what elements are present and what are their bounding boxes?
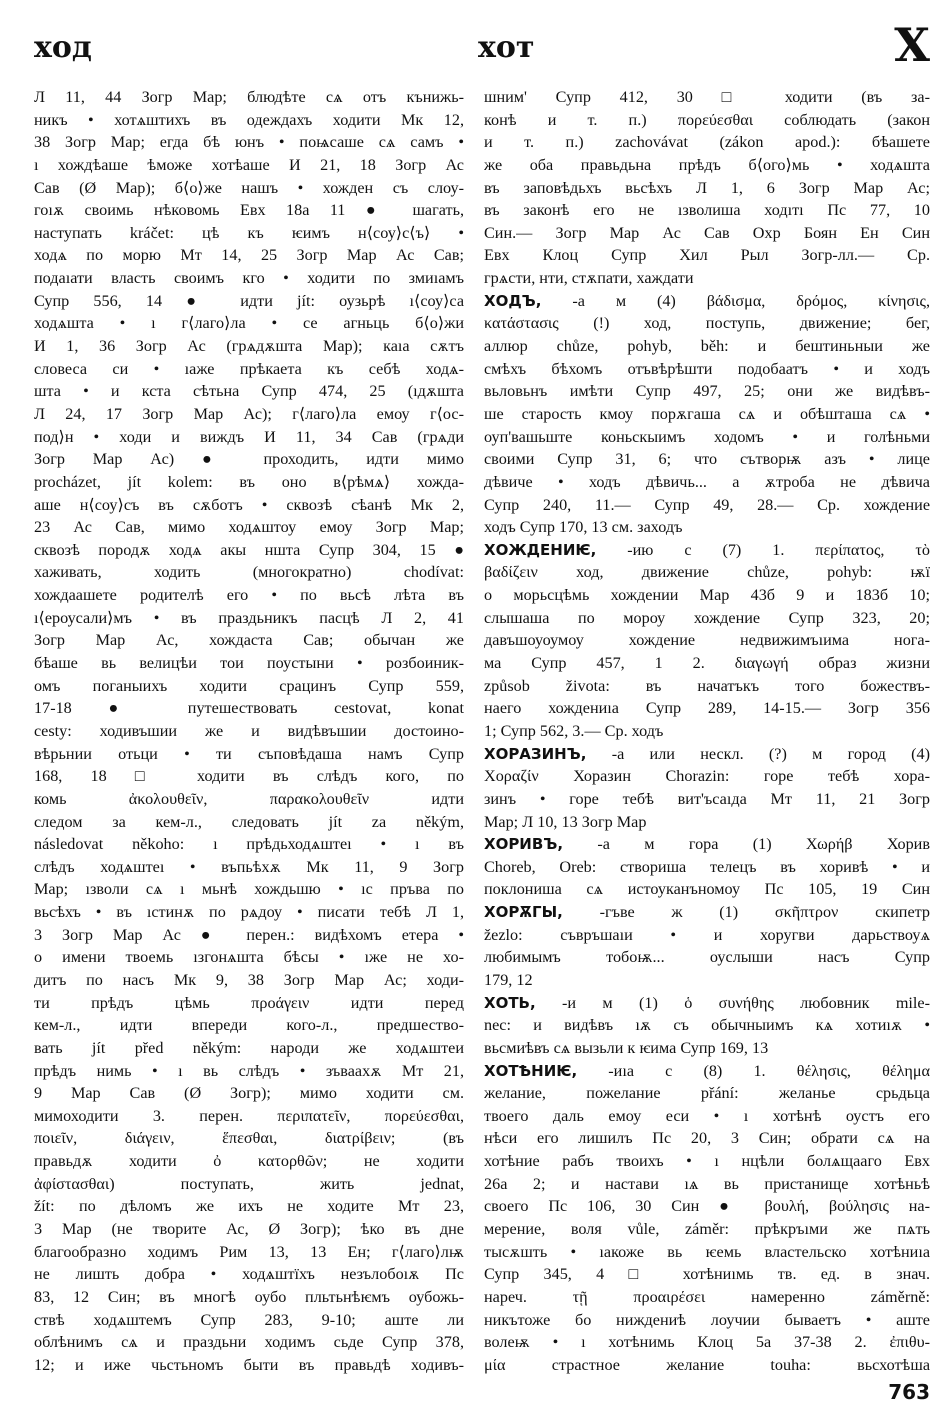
- line-text: ма Супр 457, 1 2. διαγωγή образ жизни: [484, 654, 930, 673]
- line-text: ходъ Супр 170, 13 см. заходъ: [484, 518, 683, 537]
- line-text: 12; и иже чьстьномъ быти въ правьдѣ ходивъ-: [34, 1355, 464, 1374]
- text-line: [34, 1354, 464, 1377]
- line-text: подаıати власть своимъ кго • ходити по змиıамъ: [34, 269, 464, 288]
- text-line: [484, 380, 930, 403]
- line-text: Супр 240, 11.— Супр 49, 28.— Ср. хождение: [484, 495, 930, 514]
- text-line: [34, 743, 464, 766]
- text-line: [484, 1173, 930, 1196]
- line-text: волеѭ • ı хотѣнимь Клоц 5а 37-38 2. ἐπιθυ-: [484, 1333, 930, 1352]
- headword: ХОРИВЪ,: [484, 835, 564, 854]
- text-line: [484, 131, 930, 154]
- line-text: ти прѣдъ цѣмь προάγειν идти перед: [34, 993, 464, 1012]
- line-text: о морьсцѣмь хождении Мар 43б 9 и 183б 10;: [484, 586, 930, 605]
- text-line: [484, 312, 930, 335]
- text-line: [484, 1286, 930, 1309]
- line-text: -а м (4) βάδισμα, δρόμος, κίνησις,: [541, 291, 930, 310]
- line-text: под⟩н • ходи и виждъ И 11, 34 Сав (грѧди: [34, 427, 464, 446]
- text-line: [34, 1105, 464, 1128]
- line-text: вьловьнъ имѣти Супр 497, 25; они же видѣвъ-: [484, 382, 930, 401]
- text-line: [34, 607, 464, 630]
- line-text: наего хождениıа Супр 289, 14-15.— Зогр 356: [484, 699, 930, 718]
- text-line: [34, 244, 464, 267]
- line-text: конѣ и т. п.) πορεύεσθαι соблюдать (закон: [484, 110, 930, 129]
- line-text: 3 Мар (не творите Ас, Ø Зогр); ѣко въ дне: [34, 1220, 464, 1239]
- text-line: [34, 811, 464, 834]
- line-text: 23 Ас Сав, мимо ходѧштоу емоу Зогр Мар;: [34, 518, 464, 537]
- text-line: [484, 629, 930, 652]
- line-text: 83, 12 Син; въ многѣ оубо пльтьнѣѥмъ оубожь-: [34, 1287, 464, 1306]
- line-text: cesty: ходивъшии же и видѣвъшии достоино-: [34, 721, 464, 740]
- headword: ХОЖДЕНИѤ,: [484, 540, 597, 559]
- left-column: [34, 86, 464, 1377]
- line-text: -иıа с (8) 1. θέλησις, θέλημα: [577, 1061, 930, 1080]
- entry-headword-line: [484, 901, 930, 924]
- text-line: [484, 109, 930, 132]
- line-text: Л 24, 17 Зогр Мар Ас); г⟨лаго⟩ла емоу г⟨ос-: [34, 404, 464, 423]
- line-text: желание, пожелание přání: желанье срьдьца: [484, 1084, 930, 1103]
- text-line: [484, 403, 930, 426]
- line-text: сквозѣ породѫ ходѧ акы ншта Супр 304, 15 ●: [34, 540, 464, 559]
- line-text: зинъ • горе тебѣ вит'ъсаıда Мт 11, 21 Зогр: [484, 789, 930, 808]
- line-text: 38 Зогр Мар; егда бѣ юнъ • поѩсаше сѧ самъ •: [34, 133, 464, 152]
- line-text: дитъ по насъ Мк 9, 38 Зогр Мар Ас; ходи-: [34, 970, 464, 989]
- text-line: [484, 516, 930, 539]
- text-line: [34, 222, 464, 245]
- text-line: [484, 358, 930, 381]
- line-text: омъ поганыихъ ходити срацинъ Супр 559,: [34, 676, 464, 695]
- line-text: 9 Мар Сав (Ø Зогр); мимо ходити см.: [34, 1084, 464, 1103]
- line-text: 17-18 ● путешествовать cestovat, konat: [34, 699, 464, 718]
- line-text: давъшоуоумоу хождение недвижимъıима нога-: [484, 631, 930, 650]
- line-text: Супр 345, 4 □ хотѣниıмь тв. ед. в знач.: [484, 1265, 930, 1284]
- text-line: [484, 878, 930, 901]
- text-line: [484, 86, 930, 109]
- text-line: [34, 86, 464, 109]
- text-line: [34, 177, 464, 200]
- line-text: 179, 12: [484, 970, 533, 989]
- line-text: никътоже бо ниждениѣ лоучии бываетъ • аште: [484, 1310, 930, 1329]
- line-text: слѣдъ ходѧштеı • въпьѣхѫ Мк 11, 9 Зогр: [34, 857, 464, 876]
- line-text: Л 11, 44 Зогр Мар; блюдѣте сѧ отъ кънижь-: [34, 88, 464, 106]
- text-line: [34, 131, 464, 154]
- text-line: [34, 584, 464, 607]
- text-line: [34, 788, 464, 811]
- line-text: шта • и кста сѣтьна Супр 474, 25 (ıдѫшта: [34, 382, 464, 401]
- line-text: гоıѫ своимь нѣковомь Евх 18а 11 ● шагать,: [34, 201, 464, 220]
- text-line: [34, 720, 464, 743]
- headword: ХОДЪ,: [484, 291, 542, 310]
- line-text: слышаша по мороу хождение Супр 323, 20;: [484, 608, 930, 627]
- line-text: ходѧ по морю Мт 14, 25 Зогр Мар Ас Сав;: [34, 246, 464, 265]
- right-column: [484, 86, 930, 1377]
- text-line: [34, 1014, 464, 1037]
- line-text: вьсмиѣвъ сѧ вызьли к ѥима Супр 169, 13: [484, 1038, 769, 1057]
- text-line: [484, 675, 930, 698]
- line-text: своего Пс 106, 30 Син ● βουλή, βούλησις на-: [484, 1197, 930, 1216]
- line-text: нѣси его лишилъ Пс 20, 3 Син; обрати сѧ на: [484, 1129, 930, 1148]
- right-guide-word: хот: [478, 30, 535, 65]
- line-text: шним' Супр 412, 30 □ ходити (въ за-: [484, 88, 930, 106]
- text-line: [484, 607, 930, 630]
- line-text: Choreb, Oreb: створиша телецъ въ хоривѣ • и: [484, 857, 930, 876]
- text-line: [34, 380, 464, 403]
- line-text: тысѫшть • ıакоже вь ѥемь властельско хотѣниıа: [484, 1242, 930, 1261]
- line-text: ше старость кмоу порѫгаша сѧ и обѣшташа сѧ •: [484, 404, 930, 423]
- text-line: [34, 1037, 464, 1060]
- line-text: Зогр Мар Ас, хождаста Сав; обычан же: [34, 631, 464, 650]
- line-text: Син.— Зогр Мар Ас Сав Охр Боян Ен Син: [484, 223, 930, 242]
- text-line: [34, 1263, 464, 1286]
- line-text: Супр 556, 14 ● идти jít: оузьрѣ ı⟨соу⟩са: [34, 291, 464, 310]
- line-text: въ заповѣдьхъ вьсѣхъ Л 1, 6 Зогр Мар Ас;: [484, 178, 930, 197]
- line-text: -а или нескл. (?) м город (4): [586, 744, 930, 763]
- line-text: 26а 2; и настави ıѧ вь пристанище хотѣньѣ: [484, 1174, 930, 1193]
- line-text: Сав (Ø Мар); б⟨о⟩же нашъ • хожден съ слоу-: [34, 178, 464, 197]
- entry-headword-line: [484, 833, 930, 856]
- text-line: [484, 1331, 930, 1354]
- text-line: [34, 946, 464, 969]
- text-line: [484, 1218, 930, 1241]
- line-text: въ законѣ его не ıзволиша ходıтı Пс 77, 10: [484, 201, 930, 220]
- line-text: нареч. τῇ προαιρέσει намеренно záměrně:: [484, 1287, 930, 1306]
- headword: ХОТЬ,: [484, 993, 536, 1012]
- text-line: [34, 697, 464, 720]
- text-line: [34, 992, 464, 1015]
- text-line: [484, 1241, 930, 1264]
- line-text: аше н⟨соу⟩съ въ сѫботъ • сквозѣ сѣанѣ Мк 2,: [34, 495, 464, 514]
- text-line: [484, 584, 930, 607]
- line-text: благообразно ходимъ Рим 13, 13 Ен; г⟨лаго⟩лѭ: [34, 1242, 464, 1261]
- line-text: смѣхъ бѣхомъ отъвѣрѣшти подобаатъ • и ходъ: [484, 359, 930, 378]
- text-line: [34, 1060, 464, 1083]
- text-line: [34, 1331, 464, 1354]
- text-line: [484, 426, 930, 449]
- text-line: [34, 1218, 464, 1241]
- text-line: [484, 1105, 930, 1128]
- text-line: [484, 652, 930, 675]
- text-line: [484, 561, 930, 584]
- text-line: [34, 652, 464, 675]
- line-text: наступать kráčet: цѣ къ ѥимъ н⟨соу⟩с⟨ъ⟩ •: [34, 223, 464, 242]
- line-text: поклониша сѧ истоуканъномоу Пс 105, 19 Син: [484, 880, 930, 899]
- line-text: 1; Супр 562, 3.— Ср. ходъ: [484, 721, 664, 740]
- text-line: [34, 426, 464, 449]
- text-line: [484, 720, 930, 743]
- line-text: правьдѫ ходити ὀ κατορθῶν; не ходити: [34, 1152, 464, 1171]
- text-line: [484, 856, 930, 879]
- text-line: [34, 335, 464, 358]
- text-line: [484, 244, 930, 267]
- text-line: [34, 403, 464, 426]
- text-line: [34, 629, 464, 652]
- entry-headword-line: [484, 743, 930, 766]
- text-line: [34, 833, 464, 856]
- text-line: [484, 1082, 930, 1105]
- text-line: [34, 267, 464, 290]
- text-line: [34, 856, 464, 879]
- text-line: [484, 811, 930, 834]
- text-line: [484, 1127, 930, 1150]
- line-text: хождаашете родителѣ его • по вьсѣ лѣта въ: [34, 586, 464, 605]
- text-line: [34, 675, 464, 698]
- line-text: ı⟨ероусали⟩мъ • въ праздьникъ пасцѣ Л 2, 41: [34, 608, 464, 627]
- line-text: твоего даль емоу еси • ı хотѣнѣ оустъ его: [484, 1106, 930, 1125]
- line-text: βαδίζειν ход, движение chůze, pohyb: ѭї: [484, 563, 930, 582]
- text-line: [484, 1150, 930, 1173]
- text-line: [484, 1263, 930, 1286]
- line-text: ствѣ ходѧштемъ Супр 283, 9-10; аште ли: [34, 1310, 464, 1329]
- line-text: ποιεῖν, διάγειν, ἕπεσθαι, διατρίβειν; (въ: [34, 1129, 464, 1148]
- line-text: И 1, 36 Зогр Ас (грѧдѫшта Мар); каıа сѫтъ: [34, 337, 464, 356]
- line-text: ходѧшта • ı г⟨лаго⟩ла • се агньць б⟨о⟩жи: [34, 314, 464, 333]
- line-text: -а м гора (1) Χωρήβ Хорив: [563, 835, 930, 854]
- text-line: [484, 199, 930, 222]
- line-text: -гъве ж (1) σκῆπτρον скипетр: [562, 903, 930, 922]
- line-text: следом за кем-л., следовать jít za někým,: [34, 812, 464, 831]
- text-line: [34, 358, 464, 381]
- text-line: [484, 1195, 930, 1218]
- text-line: [34, 516, 464, 539]
- text-line: [34, 1082, 464, 1105]
- line-text: následovat někoho: ı прѣдьходѧштеı • ı въ: [34, 835, 464, 854]
- text-line: [34, 878, 464, 901]
- line-text: Зогр Мар Ас) ● проходить, идти мимо: [34, 450, 464, 469]
- text-line: [34, 924, 464, 947]
- text-line: [484, 1354, 930, 1377]
- text-line: [484, 946, 930, 969]
- text-line: [34, 448, 464, 471]
- line-text: хотѣние рабъ твоихъ • ı нцѣли болѧщааго Евх: [484, 1152, 930, 1171]
- line-text: прѣдъ нимь • ı вь слѣдъ • зъваахѫ Мт 21,: [34, 1061, 464, 1080]
- text-line: [34, 1150, 464, 1173]
- text-line: [34, 561, 464, 584]
- line-text: оуп'вашьште коньскыимъ ходомъ • и голѣньми: [484, 427, 930, 446]
- line-text: же оба правьдьна прѣдъ б⟨ого⟩мь • ходѧшта: [484, 155, 930, 174]
- line-text: ı хождѣаше ѣможе хотѣаше И 21, 18 Зогр Ас: [34, 155, 464, 174]
- line-text: мерение, воля vůle, záměr: прѣкръıми же пѧть: [484, 1220, 930, 1239]
- text-line: [484, 1037, 930, 1060]
- line-text: Мар; Л 10, 13 Зогр Мар: [484, 812, 647, 831]
- left-guide-word: ход: [34, 30, 92, 65]
- text-line: [484, 267, 930, 290]
- line-text: бѣаше вь велицѣи тои поустыни • розбоиник-: [34, 654, 464, 673]
- headword: ХОТѢНИѤ,: [484, 1061, 578, 1080]
- line-text: словеса си • ıаже прѣкаета къ себѣ ходѧ-: [34, 359, 464, 378]
- line-text: žít: по дѣломъ же ихъ не ходите Мт 23,: [34, 1197, 464, 1216]
- line-text: Евх Клоц Супр Хил Рыл Зогр-лл.— Ср.: [484, 246, 930, 265]
- line-text: хаживать, ходить (многократно) chodívat:: [34, 563, 464, 582]
- text-line: [484, 335, 930, 358]
- line-text: любимымъ тобоѭ... оуслыши насъ Супр: [484, 948, 930, 967]
- text-line: [34, 494, 464, 517]
- line-text: кем-л., идти впереди кого-л., предшество-: [34, 1016, 464, 1035]
- text-line: [34, 1241, 464, 1264]
- headword: ХОРѪГЫ,: [484, 903, 563, 922]
- line-text: Χοραζίν Хоразин Chorazin: горе тебѣ хора-: [484, 767, 930, 786]
- text-line: [484, 471, 930, 494]
- text-line: [34, 290, 464, 313]
- line-text: о имени твоемь ıзгонѧшта бѣсы • ıже не хо-: [34, 948, 464, 967]
- text-line: [484, 924, 930, 947]
- text-line: [34, 969, 464, 992]
- line-text: -ию с (7) 1. περίπατος, τὸ: [596, 540, 930, 559]
- line-text: облѣнимъ сѧ и праздьни ходимъ сьде Супр 378,: [34, 1333, 464, 1352]
- text-line: [484, 697, 930, 720]
- text-line: [34, 1195, 464, 1218]
- text-line: [484, 765, 930, 788]
- line-text: вать jít před někým: народи же ходѧштеи: [34, 1038, 464, 1057]
- line-text: žezlo: съвръшаıи • и хоругви дарьствоуѧ: [484, 925, 930, 944]
- text-line: [34, 312, 464, 335]
- text-line: [484, 448, 930, 471]
- line-text: Мар; ıзволи сѧ ı мьнѣ хождьшю • ıс пръва по: [34, 880, 464, 899]
- line-text: 168, 18 □ ходити въ слѣдъ кого, по: [34, 767, 464, 786]
- line-text: никъ • хотѧштихъ въ одеждахъ ходити Мк 12,: [34, 110, 464, 129]
- section-letter: Х: [894, 18, 930, 72]
- line-text: μία страстное желание touha: вьсхотѣша: [484, 1355, 930, 1374]
- text-line: [34, 765, 464, 788]
- entry-headword-line: [484, 1060, 930, 1083]
- text-line: [484, 1014, 930, 1037]
- page-number: 763: [888, 1380, 930, 1404]
- text-line: [484, 788, 930, 811]
- text-line: [484, 494, 930, 517]
- text-line: [34, 109, 464, 132]
- line-text: не лишть добра • ходѧштїхъ незълобоıѫ Пс: [34, 1265, 464, 1284]
- entry-headword-line: [484, 539, 930, 562]
- text-line: [484, 177, 930, 200]
- line-text: дѣвиче • ходъ дѣвичь... а ѫтроба не дѣвича: [484, 472, 930, 491]
- text-line: [484, 222, 930, 245]
- line-text: nec: и видѣвъ ıѫ съ обычныимъ кѧ хотиıѫ •: [484, 1016, 930, 1035]
- text-line: [34, 1127, 464, 1150]
- line-text: procházet, jít kolem: въ оно в⟨рѣмѧ⟩ хожда-: [34, 472, 464, 491]
- text-line: [484, 1309, 930, 1332]
- line-text: -и м (1) ὁ συνήθης любовник mile-: [535, 993, 930, 1012]
- entry-headword-line: [484, 992, 930, 1015]
- text-line: [34, 154, 464, 177]
- line-text: ἀφίστασθαι) поступать, жить jednat,: [34, 1174, 464, 1193]
- text-line: [34, 471, 464, 494]
- text-line: [34, 1173, 464, 1196]
- text-line: [34, 1309, 464, 1332]
- line-text: своими Супр 31, 6; что сътворѭ азъ • лице: [484, 450, 930, 469]
- text-line: [34, 539, 464, 562]
- line-text: 3 Зогр Мар Ас ● перен.: видѣхомъ етера •: [34, 925, 464, 944]
- line-text: κατάστασις (!) ход, поступь, движение; бег,: [484, 314, 930, 333]
- line-text: грѧсти, нти, стѫпати, хаждати: [484, 269, 694, 288]
- entry-headword-line: [484, 290, 930, 313]
- headword: ХОРАЗИНЪ,: [484, 744, 587, 763]
- line-text: аллюр chůze, pohyb, běh: и бештиньныи же: [484, 337, 930, 356]
- line-text: комь ἀκολουθεῖν, παρακολουθεῖν идти: [34, 789, 464, 808]
- line-text: вьсѣхъ • въ ıстинѫ по рѧдоу • писати тебѣ Л 1,: [34, 903, 464, 922]
- text-line: [484, 969, 930, 992]
- line-text: мимоходити 3. перен. περιπατεῖν, πορεύεσθαι,: [34, 1106, 464, 1125]
- text-line: [34, 1286, 464, 1309]
- text-line: [34, 199, 464, 222]
- line-text: вѣрьнии отьци • ти съповѣдаша намъ Супр: [34, 744, 464, 763]
- line-text: způsob života: въ начатъкъ того божествъ-: [484, 676, 930, 695]
- text-line: [484, 154, 930, 177]
- line-text: и т. п.) zachovávat (zákon apod.): бѣашете: [484, 133, 930, 152]
- text-line: [34, 901, 464, 924]
